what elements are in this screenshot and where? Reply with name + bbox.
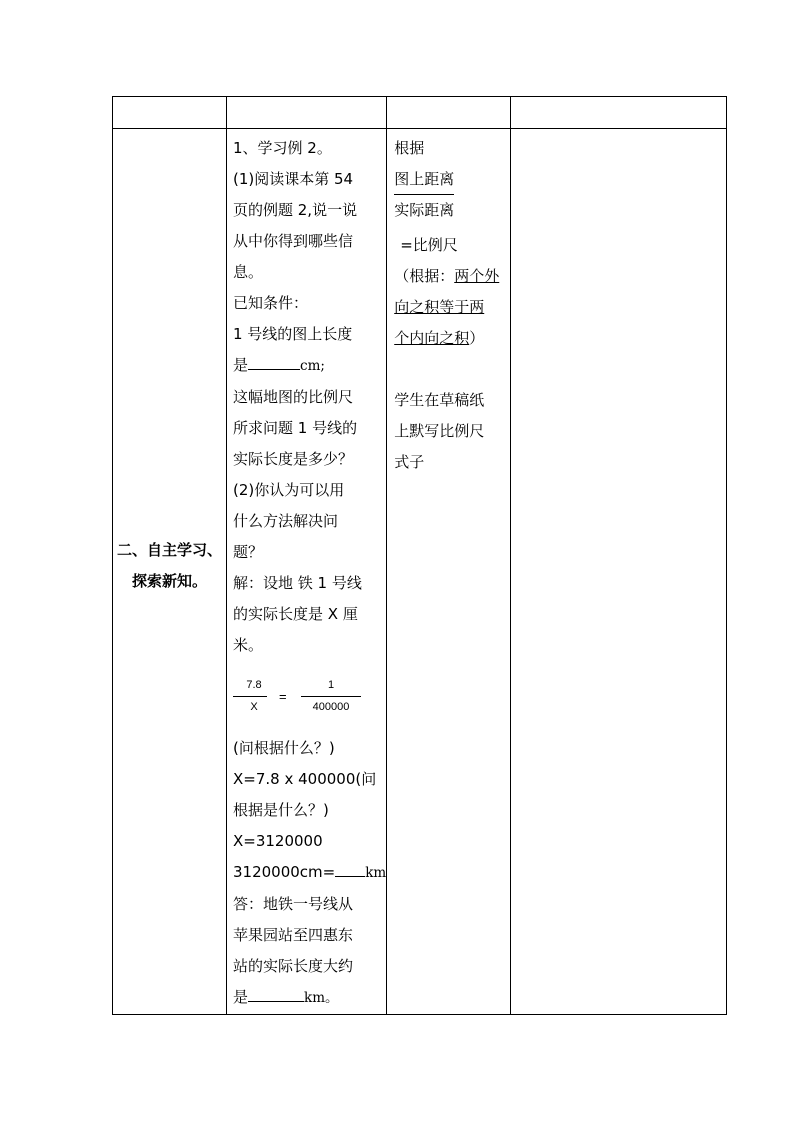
- content-line: (问根据什么？): [233, 739, 335, 757]
- fraction-denominator: 实际距离: [394, 201, 455, 219]
- equals-sign: =: [279, 689, 287, 704]
- activity-line: 式子: [394, 453, 425, 471]
- spacer: [394, 354, 510, 385]
- activity-line: [394, 261, 510, 292]
- content-line: 实际长度是多少？: [233, 450, 354, 468]
- content-line: 页的例题 2,说一说: [233, 201, 358, 219]
- content-line: 根据是什么？): [233, 801, 329, 819]
- content-line: 这幅地图的比例尺: [233, 388, 354, 406]
- activity-text-underlined: 个内向之积: [394, 329, 470, 347]
- section-title-line-1: 二、自主学习、: [116, 540, 222, 559]
- content-line: 答：地铁一号线从: [233, 895, 354, 913]
- equation-denominator-right: 400000: [312, 701, 350, 713]
- content-line: 从中你得到哪些信: [233, 232, 354, 250]
- section-title-cell: [113, 129, 227, 1015]
- content-line: (1)阅读课本第 54: [233, 170, 354, 188]
- activity-line: 根据: [394, 139, 425, 157]
- content-line: (2)你认为可以用: [233, 481, 345, 499]
- activity-text: （根据：: [394, 267, 455, 285]
- fraction-bar-left: [233, 696, 267, 697]
- fill-in-blank: [335, 861, 365, 877]
- content-line: 苹果园站至四惠东: [233, 926, 354, 944]
- content-line: 题？: [233, 543, 264, 561]
- content-text: 是: [233, 988, 249, 1006]
- content-text: cm;: [300, 358, 325, 374]
- content-line: [233, 982, 386, 1014]
- equation-numerator-left: 7.8: [246, 679, 262, 691]
- content-line: [233, 350, 386, 382]
- content-line: [233, 857, 386, 889]
- content-line: 所求问题 1 号线的: [233, 419, 358, 437]
- section-title-line-2: 探索新知。: [131, 571, 207, 590]
- notes-cell: [511, 129, 727, 1015]
- content-text: km。: [304, 990, 339, 1006]
- fraction-bar-right: [301, 696, 361, 697]
- header-cell-4: [511, 97, 727, 129]
- table-header-row: [113, 97, 727, 129]
- content-text: 3120000cm=: [233, 863, 336, 881]
- teaching-content-cell: [227, 129, 387, 1015]
- content-line: 1 号线的图上长度: [233, 325, 353, 343]
- student-activity-cell: [387, 129, 511, 1015]
- equation-numerator-right: 1: [327, 679, 335, 691]
- header-cell-2: [227, 97, 387, 129]
- content-text: km: [365, 865, 387, 881]
- header-cell-1: [113, 97, 227, 129]
- table-row-self-study: [113, 129, 727, 1015]
- content-line: 解：设地 铁 1 号线: [233, 574, 362, 592]
- content-line: 的实际长度是 X 厘: [233, 605, 358, 623]
- content-line: 米。: [233, 636, 264, 654]
- content-line: 息。: [233, 263, 264, 281]
- activity-line: =比例尺: [400, 236, 458, 254]
- content-line: 站的实际长度大约: [233, 957, 354, 975]
- fraction-numerator: 图上距离: [394, 165, 454, 195]
- activity-line: [394, 323, 510, 354]
- content-line: X=7.8 x 400000(问: [233, 770, 377, 788]
- content-text: 是: [233, 356, 249, 374]
- content-line: 已知条件：: [233, 294, 309, 312]
- scale-fraction: [394, 164, 510, 195]
- lesson-plan-table: [112, 96, 727, 1015]
- content-line: 1、学习例 2。: [233, 139, 332, 157]
- fill-in-blank: [248, 354, 300, 370]
- activity-text-underlined: 两个外: [454, 267, 500, 285]
- fill-in-blank: [248, 986, 304, 1002]
- activity-line: 学生在草稿纸: [394, 391, 485, 409]
- header-cell-3: [387, 97, 511, 129]
- content-line: X=3120000: [233, 832, 323, 850]
- activity-line: 上默写比例尺: [394, 422, 485, 440]
- proportion-equation: [233, 679, 386, 733]
- equation-denominator-left: X: [250, 701, 258, 713]
- activity-text: ）: [469, 329, 485, 347]
- activity-line-underlined: 向之积等于两: [394, 298, 485, 316]
- content-line: 什么方法解决问: [233, 512, 339, 530]
